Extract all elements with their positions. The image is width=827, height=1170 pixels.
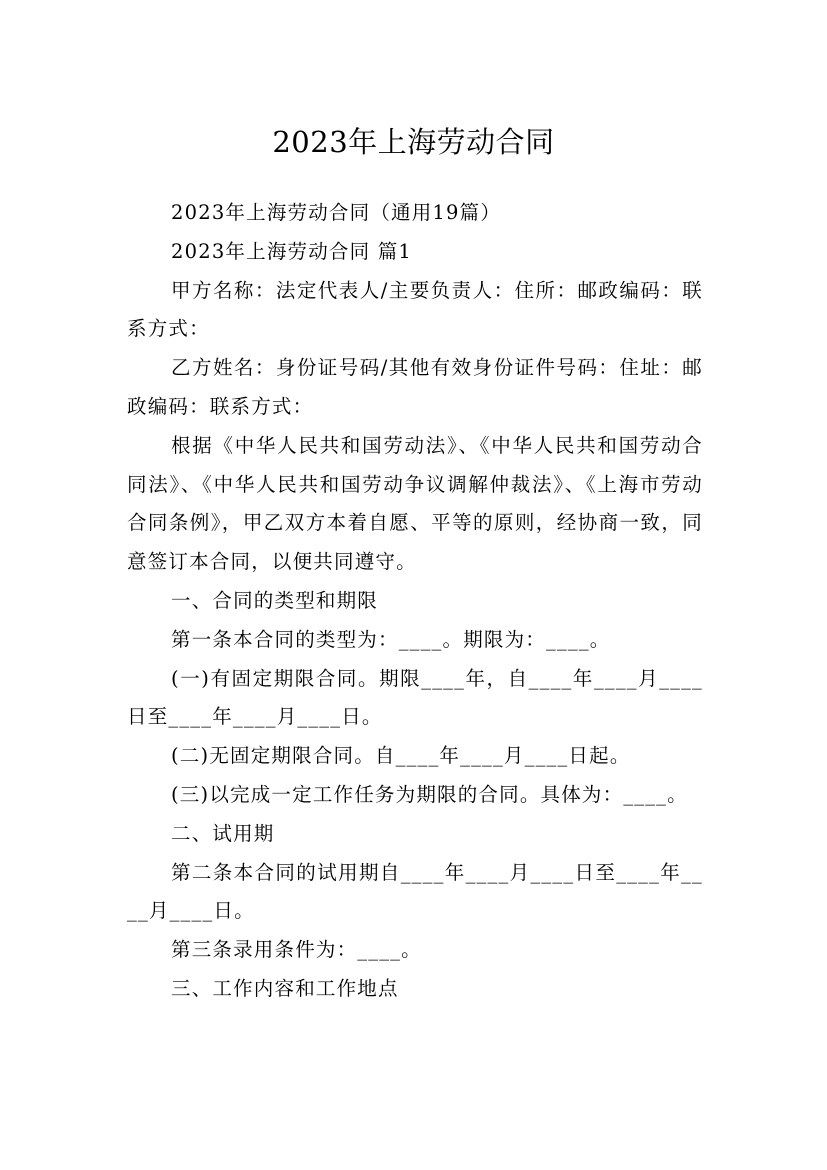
section-heading-part1: 2023年上海劳动合同 篇1	[171, 239, 413, 263]
article-3: 第三条录用条件为：____。	[171, 938, 422, 962]
clause-open-ended: (二)无固定期限合同。自____年____月____日起。	[171, 744, 631, 768]
clause-fixed-term: (一)有固定期限合同。期限____年，自____年____月____日至____年____月____日。	[127, 666, 703, 729]
document-body	[127, 194, 703, 1009]
section-heading-contract-type: 一、合同的类型和期限	[171, 588, 379, 612]
party-a-info: 甲方名称：法定代表人/主要负责人：住所：邮政编码：联系方式：	[127, 278, 703, 341]
document-title: 2023年上海劳动合同	[272, 125, 555, 160]
section-heading-work-content: 三、工作内容和工作地点	[171, 976, 399, 1000]
article-2: 第二条本合同的试用期自____年____月____日至____年____月____日。	[127, 860, 703, 923]
article-1: 第一条本合同的类型为：____。期限为：____。	[171, 627, 611, 651]
section-heading-probation: 二、试用期	[171, 821, 275, 845]
clause-task-based: (三)以完成一定工作任务为期限的合同。具体为：____。	[171, 782, 688, 806]
subtitle-paragraph: 2023年上海劳动合同（通用19篇）	[171, 201, 502, 224]
party-b-info: 乙方姓名：身份证号码/其他有效身份证件号码：住址：邮政编码：联系方式：	[127, 356, 703, 418]
legal-basis-paragraph: 根据《中华人民共和国劳动法》、《中华人民共和国劳动合同法》、《中华人民共和国劳动争议调解仲裁法》、《上海市劳动合同条例》，甲乙双方本着自愿、平等的原则，经协商一致，同意签订本合同，以便共同遵守。	[127, 433, 703, 574]
